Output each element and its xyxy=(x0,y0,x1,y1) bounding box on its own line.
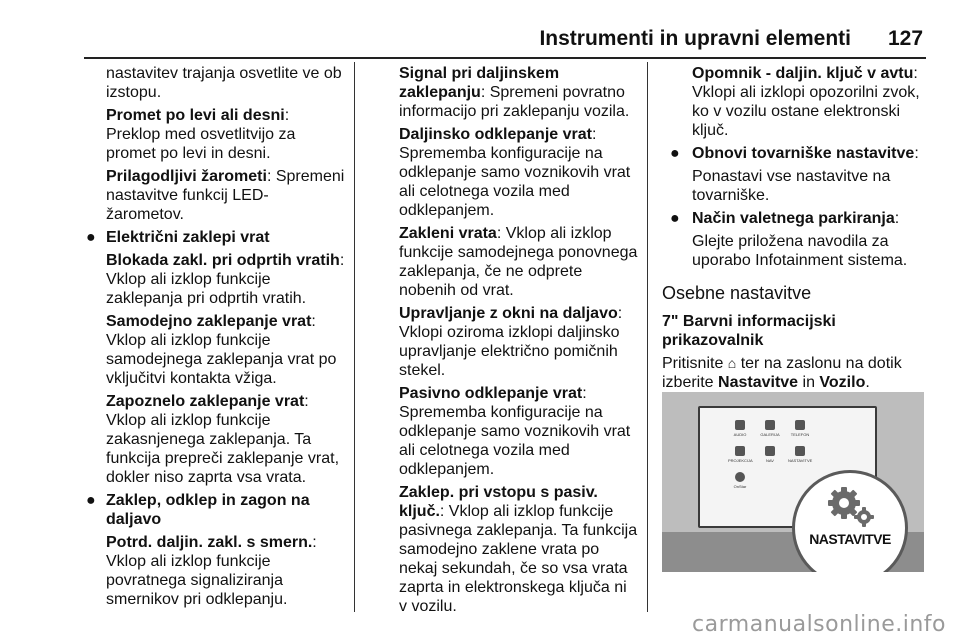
bullet-text: Glejte priložena navodila za uporabo Infotainment sistema. xyxy=(692,233,908,269)
bullet-heading: ● Obnovi tovarniške nastavitve: xyxy=(670,145,919,162)
bullet-heading: ● Električni zaklepi vrat xyxy=(86,229,270,246)
home-icon: ⌂ xyxy=(727,355,737,371)
gear-icon xyxy=(820,481,880,531)
setting-item: Daljinsko odklepanje vrat: Sprememba konfiguracije na odklepanje samo voznikovih vrat ali celotnega vozila med odklepanjem. xyxy=(399,126,631,219)
bullet-heading: ● Zaklep, odklep in zagon na daljavo xyxy=(86,492,310,528)
bullet-text: Ponastavi vse nastavitve na tovarniške. xyxy=(692,168,891,204)
app-phone: TELEFON xyxy=(788,420,812,437)
settings-zoom-callout xyxy=(792,470,908,572)
page-number: 127 xyxy=(888,27,924,50)
column-2 xyxy=(399,64,639,620)
app-audio: AUDIO xyxy=(728,420,752,437)
bullet-heading: ● Način valetnega parkiranja: xyxy=(670,210,900,227)
setting-item: Prilagodljivi žarometi: Spremeni nastavitve funkcij LED-žarometov. xyxy=(106,168,345,223)
column-divider-2 xyxy=(647,62,648,612)
infotainment-figure xyxy=(662,392,924,572)
app-nav: NAV xyxy=(758,446,782,463)
column-1 xyxy=(84,64,346,613)
setting-item: Potrd. daljin. zakl. s smern.: Vklop ali izklop funkcije povratnega signaliziranja smernikov pri odklepanju. xyxy=(106,534,317,608)
setting-item: Signal pri daljinskem zaklepanju: Spremeni povratno informacijo pri zaklepanju vozila. xyxy=(399,65,630,120)
setting-item: Zapoznelo zaklepanje vrat: Vklop ali izklop funkcije zakasnjenega zaklepanja. Ta funkcija prepreči zaklepanje vrat, dokler niso zaprta vsa vrata. xyxy=(106,393,340,486)
setting-item: Blokada zakl. pri odprtih vratih: Vklop ali izklop funkcije zaklepanja pri odprtih vratih. xyxy=(106,252,345,307)
setting-item: Promet po levi ali desni: Preklop med osvetlitvijo za promet po levi in desni. xyxy=(106,107,296,162)
page-header-title: Instrumenti in upravni elementi xyxy=(539,27,851,50)
subsection-title: 7" Barvni informacijski prikazovalnik xyxy=(662,313,836,349)
app-settings: NASTAVITVE xyxy=(788,446,812,463)
setting-item: Zakleni vrata: Vklop ali izklop funkcije samodejnega ponovnega zaklepanja, če ne odprete nobenih od vrat. xyxy=(399,225,638,299)
app-projection: PROJEKCIJA xyxy=(728,446,752,463)
setting-item: Zaklep. pri vstopu s pasiv. ključ.: Vklop ali izklop funkcije pasivnega zaklepanja. Ta funkcija samodejno zaklene vrata po nekaj sekundah, če so vsa vrata zaprta in elektronskega ključa ni v vozilu. xyxy=(399,484,638,615)
app-gallery: GALERIJA xyxy=(758,420,782,437)
section-title: Osebne nastavitve xyxy=(662,283,812,303)
setting-item: Pasivno odklepanje vrat: Sprememba konfiguracije na odklepanje samo voznikovih vrat ali celotnega vozila med odklepanjem. xyxy=(399,385,631,478)
instruction-text: Pritisnite ⌂ ter na zaslonu na dotik izberite Nastavitve in Vozilo. xyxy=(662,355,902,391)
watermark: carmanualsonline.info xyxy=(692,612,946,637)
setting-item: Opomnik - daljin. ključ v avtu: Vklopi ali izklopi opozorilni zvok, ko v vozilu ostane elektronski ključ. xyxy=(692,65,920,139)
setting-item: Samodejno zaklepanje vrat: Vklop ali izklop funkcije samodejnega zaklepanja vrat po vključitvi kontakta vžiga. xyxy=(106,313,337,387)
continued-text: nastavitev trajanja osvetlite ve ob izstopu. xyxy=(106,65,342,101)
app-onstar: OnStar xyxy=(728,472,752,489)
column-divider-1 xyxy=(354,62,355,612)
setting-item: Upravljanje z okni na daljavo: Vklopi oziroma izklopi daljinsko upravljanje električno pomičnih stekel. xyxy=(399,305,623,379)
column-3 xyxy=(662,64,930,396)
settings-label: NASTAVITVE xyxy=(809,531,891,547)
header-divider xyxy=(84,57,926,59)
